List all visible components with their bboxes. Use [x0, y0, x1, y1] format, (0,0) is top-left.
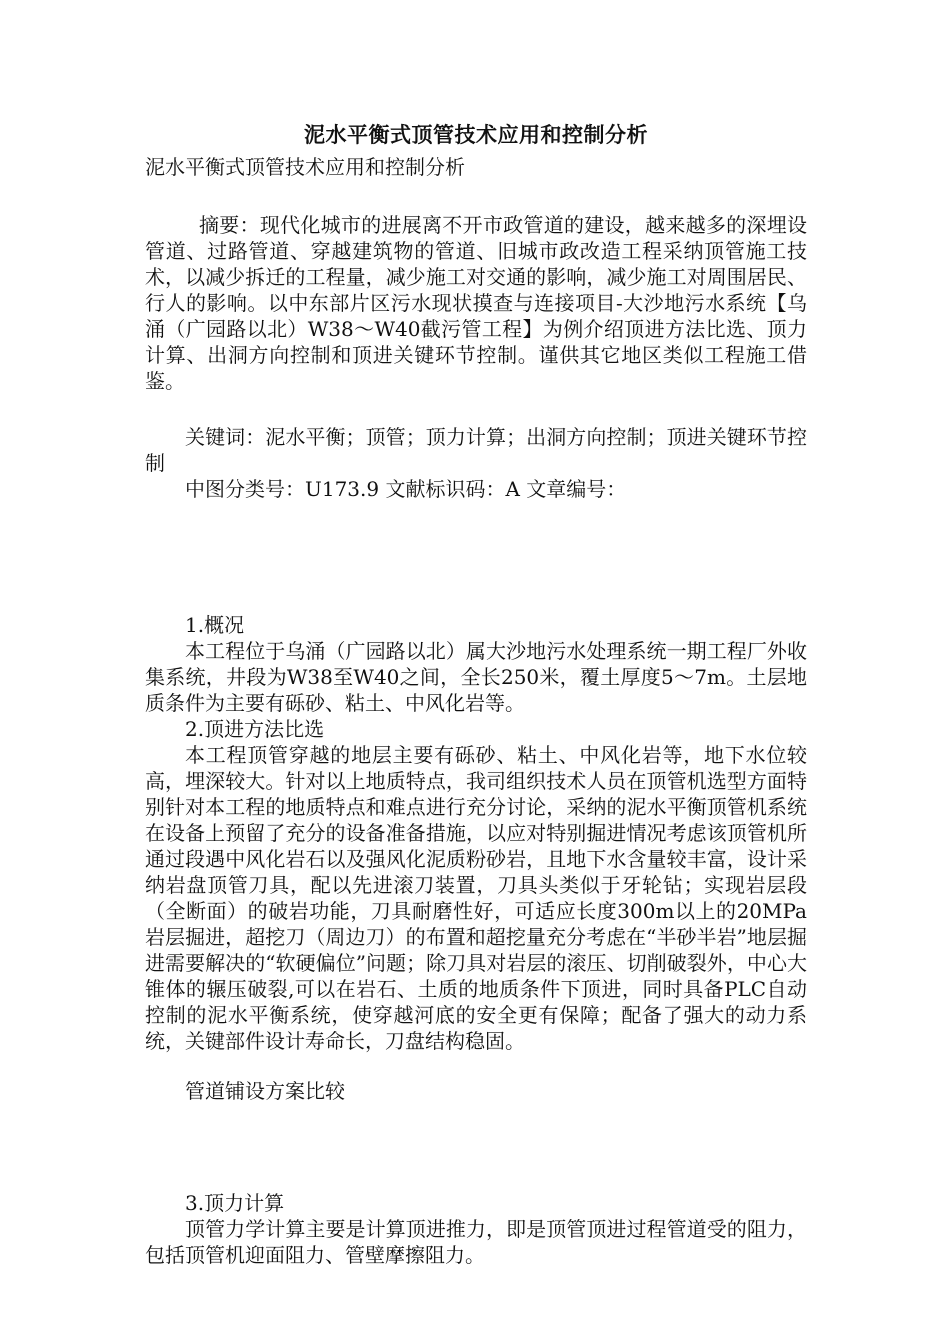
section-2-paragraph: 本工程顶管穿越的地层主要有砾砂、粘土、中风化岩等，地下水位较高，埋深较大。针对以上地质特点，我司组织技术人员在顶管机选型方面特别针对本工程的地质特点和难点进行充分讨论，采纳的泥水平衡顶管机系统在设备上预留了充分的设备准备措施，以应对特别掘进情况考虑该顶管机所通过段遇中风化岩石以及强风化泥质粉砂岩，且地下水含量较丰富，设计采纳岩盘顶管刀具，配以先进滚刀装置，刀具头类似于牙轮钻；实现岩层段（全断面）的破岩功能，刀具耐磨性好，可适应长度300m以上的20MPa岩层掘进，超挖刀（周边刀）的布置和超挖量充分考虑在“半砂半岩”地层掘进需要解决的“软硬偏位”问题；除刀具对岩层的滚压、切削破裂外，中心大锥体的辗压破裂,可以在岩石、土质的地质条件下顶进，同时具备PLC自动控制的泥水平衡系统，使穿越河底的安全更有保障；配备了强大的动力系统，关键部件设计寿命长，刀盘结构稳固。 — [145, 743, 807, 1053]
classification-line: 中图分类号：U173.9 文献标识码：A 文章编号： — [185, 477, 627, 501]
document-page — [145, 118, 807, 1268]
keywords-paragraph: 关键词：泥水平衡；顶管；顶力计算；出洞方向控制；顶进关键环节控制 — [145, 425, 807, 475]
document-subtitle: 泥水平衡式顶管技术应用和控制分析 — [145, 155, 465, 179]
pipe-laying-comparison-label: 管道铺设方案比较 — [185, 1079, 345, 1103]
section-3-paragraph: 顶管力学计算主要是计算顶进推力，即是顶管顶进过程管道受的阻力，包括顶管机迎面阻力、管壁摩擦阻力。 — [145, 1217, 807, 1267]
section-3-heading: 3.顶力计算 — [185, 1191, 285, 1215]
section-1-paragraph: 本工程位于乌涌（广园路以北）属大沙地污水处理系统一期工程厂外收集系统，井段为W38至W40之间，全长250米，覆土厚度5～7m。土层地质条件为主要有砾砂、粘土、中风化岩等。 — [145, 639, 807, 715]
section-2-heading: 2.顶进方法比选 — [185, 717, 325, 741]
abstract-paragraph: 摘要：现代化城市的进展离不开市政管道的建设，越来越多的深埋设管道、过路管道、穿越建筑物的管道、旧城市政改造工程采纳顶管施工技术，以减少拆迁的工程量，减少施工对交通的影响，减少施工对周围居民、行人的影响。以中东部片区污水现状摸查与连接项目-大沙地污水系统【乌涌（广园路以北）W38～W40截污管工程】为例介绍顶进方法比选、顶力计算、出洞方向控制和顶进关键环节控制。谨供其它地区类似工程施工借鉴。 — [145, 213, 807, 393]
section-1-heading: 1.概况 — [185, 613, 245, 637]
document-title: 泥水平衡式顶管技术应用和控制分析 — [304, 122, 648, 147]
